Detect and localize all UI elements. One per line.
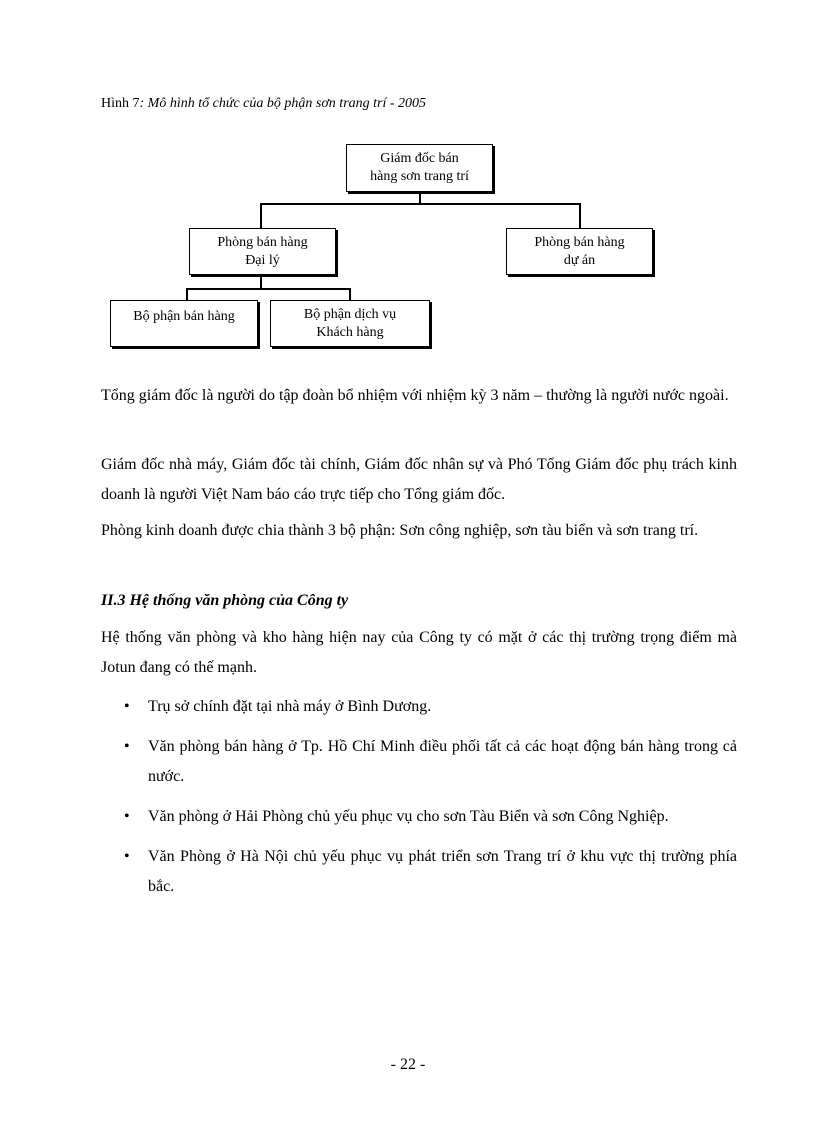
connector-project-up bbox=[579, 203, 581, 228]
service-unit-line2: Khách hàng bbox=[316, 324, 384, 340]
org-box-project-sales bbox=[506, 228, 653, 275]
director-line1: Giám đốc bán bbox=[380, 151, 459, 166]
connector-sales-up bbox=[186, 288, 188, 300]
bullet-icon: • bbox=[124, 698, 130, 715]
list-item bbox=[101, 842, 737, 902]
bullet-icon: • bbox=[124, 738, 130, 755]
figure-caption-title: : Mô hình tổ chức của bộ phận sơn trang trí - 2005 bbox=[139, 96, 427, 111]
list-item-text: Văn Phòng ở Hà Nội chủ yếu phục vụ phát triển sơn Trang trí ở khu vực thị trường phía bắc. bbox=[148, 848, 737, 895]
list-item-text: Văn phòng bán hàng ở Tp. Hồ Chí Minh điều phối tất cả các hoạt động bán hàng trong cả nước. bbox=[148, 738, 737, 785]
section-heading: II.3 Hệ thống văn phòng của Công ty bbox=[101, 592, 349, 609]
project-line1: Phòng bán hàng bbox=[534, 234, 625, 250]
director-line2: hàng sơn trang trí bbox=[370, 169, 469, 184]
figure-caption bbox=[101, 96, 426, 112]
list-item-text: Văn phòng ở Hải Phòng chủ yếu phục vụ cho sơn Tàu Biển và sơn Công Nghiệp. bbox=[148, 808, 669, 825]
section-intro: Hệ thống văn phòng và kho hàng hiện nay của Công ty có mặt ở các thị trường trọng điểm mà Jotun đang có thế mạnh. bbox=[101, 629, 737, 676]
project-line2: dự án bbox=[563, 252, 596, 268]
connector-top-horizontal bbox=[260, 203, 580, 205]
connector-service-up bbox=[349, 288, 351, 300]
list-item-text: Trụ sở chính đặt tại nhà máy ở Bình Dương. bbox=[148, 698, 432, 715]
bullet-icon: • bbox=[124, 808, 130, 825]
connector-agency-up bbox=[260, 203, 262, 228]
agency-line1: Phòng bán hàng bbox=[217, 234, 308, 250]
service-unit-line1: Bộ phận dịch vụ bbox=[303, 306, 397, 322]
page-number: - 22 - bbox=[390, 1056, 426, 1073]
org-box-director bbox=[346, 144, 493, 192]
org-box-agency-sales bbox=[189, 228, 336, 275]
list-item bbox=[101, 732, 737, 792]
paragraph-general-director: Tổng giám đốc là người do tập đoàn bổ nhiệm với nhiệm kỳ 3 năm – thường là người nước ngoài. bbox=[101, 387, 729, 404]
figure-caption-label: Hình 7 bbox=[101, 96, 140, 111]
paragraph-sales-division: Phòng kinh doanh được chia thành 3 bộ phận: Sơn công nghiệp, sơn tàu biển và sơn trang trí. bbox=[101, 522, 699, 539]
connector-bottom-horizontal bbox=[186, 288, 350, 290]
office-list bbox=[101, 692, 737, 912]
list-item bbox=[101, 802, 737, 832]
connector-agency-down bbox=[260, 275, 262, 289]
paragraph-directors-report: Giám đốc nhà máy, Giám đốc tài chính, Giám đốc nhân sự và Phó Tổng Giám đốc phụ trách kinh doanh là người Việt Nam báo cáo trực tiếp cho Tổng giám đốc. bbox=[101, 456, 737, 503]
org-box-sales-unit bbox=[110, 300, 258, 347]
agency-line2: Đại lý bbox=[245, 252, 280, 268]
org-box-service-unit bbox=[270, 300, 430, 347]
bullet-icon: • bbox=[124, 848, 130, 865]
list-item bbox=[101, 692, 737, 722]
sales-unit-line1: Bộ phận bán hàng bbox=[133, 309, 235, 324]
